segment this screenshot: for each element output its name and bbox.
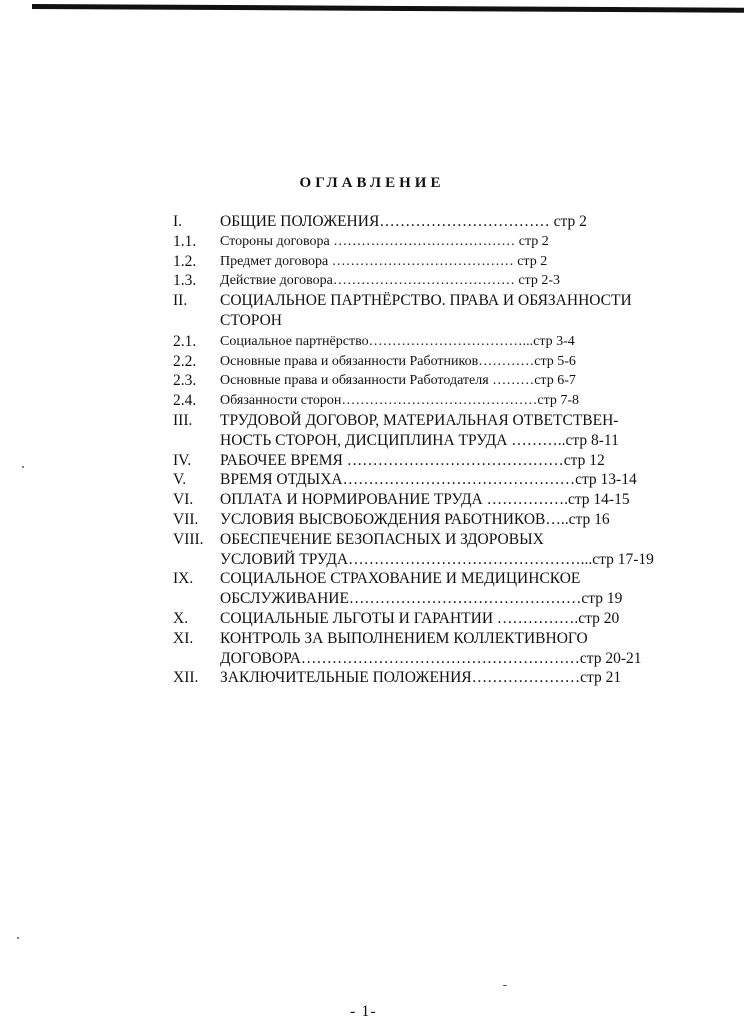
- toc-entry-number: 1.2.: [173, 252, 197, 270]
- toc-entry-text: РАБОЧЕЕ ВРЕМЯ ……………………………………стр 12: [220, 451, 605, 469]
- toc-entry-number: VIII.: [173, 530, 204, 548]
- toc-entry: [173, 629, 683, 649]
- toc-entry-text: Предмет договора ………………………………… стр 2: [220, 253, 548, 269]
- toc-entry-number: X.: [173, 609, 189, 627]
- page-title: ОГЛАВЛЕНИЕ: [299, 175, 445, 191]
- toc-entry-number: III.: [173, 411, 193, 429]
- toc-entry: [173, 510, 683, 530]
- toc-entry: [173, 490, 683, 510]
- toc-entry-text: ВРЕМЯ ОТДЫХА………………………………………стр 13-14: [220, 471, 637, 489]
- toc-entry: [173, 411, 683, 431]
- toc-entry-text: Действие договора………………………………… стр 2-3: [220, 273, 560, 289]
- toc-entry-text: ТРУДОВОЙ ДОГОВОР, МАТЕРИАЛЬНАЯ ОТВЕТСТВЕН-: [220, 411, 619, 429]
- scan-speck: [17, 937, 19, 939]
- toc-entry-text: ОПЛАТА И НОРМИРОВАНИЕ ТРУДА …………….стр 14-15: [220, 491, 630, 509]
- toc-entry: [173, 530, 683, 550]
- top-border-line: [32, 4, 744, 13]
- toc-entry-number: VI.: [173, 491, 194, 509]
- toc-entry-text: Обязанности сторон……………………………………стр 7-8: [220, 393, 580, 409]
- toc-entry-number: 2.4.: [173, 392, 197, 410]
- toc-entry: [173, 332, 683, 352]
- toc-entry-number: 1.1.: [173, 232, 197, 250]
- toc-entry-number: XII.: [173, 669, 199, 687]
- toc-entry: [173, 232, 683, 252]
- toc-entry-number: 1.3.: [173, 272, 197, 290]
- toc-entry: [173, 609, 683, 629]
- toc-entry-continuation: НОСТЬ СТОРОН, ДИСЦИПЛИНА ТРУДА ………..стр 8-11: [220, 431, 619, 449]
- toc-entry: [173, 668, 683, 688]
- toc-entry-number: IX.: [173, 570, 194, 588]
- toc-entry-number: 2.2.: [173, 352, 197, 370]
- toc-entry-text: КОНТРОЛЬ ЗА ВЫПОЛНЕНИЕМ КОЛЛЕКТИВНОГО: [220, 629, 588, 647]
- toc-entry: [173, 569, 683, 589]
- scan-speck: [503, 985, 507, 986]
- toc-entry-number: VII.: [173, 510, 199, 528]
- toc-entry-number: V.: [173, 471, 187, 489]
- toc-entry: [173, 470, 683, 490]
- toc-entry-continuation: УСЛОВИЙ ТРУДА………………………………………...стр 17-19: [220, 550, 654, 568]
- table-of-contents: [173, 212, 683, 688]
- toc-entry-number: I.: [173, 213, 183, 230]
- toc-entry-text: СОЦИАЛЬНЫЕ ЛЬГОТЫ И ГАРАНТИИ …………….стр 20: [220, 609, 620, 627]
- toc-entry-text: Социальное партнёрство……………………………...стр 3-4: [220, 333, 575, 349]
- toc-entry-continuation: СТОРОН: [220, 311, 282, 329]
- toc-entry-text: СОЦИАЛЬНОЕ ПАРТНЁРСТВО. ПРАВА И ОБЯЗАННОСТИ: [220, 292, 632, 310]
- toc-entry-continuation: ДОГОВОРА………………………………………………стр 20-21: [220, 649, 642, 667]
- scan-speck: [22, 466, 24, 468]
- page-number: - 1-: [350, 1003, 377, 1020]
- toc-entry-number: II.: [173, 292, 188, 310]
- toc-entry-text: ЗАКЛЮЧИТЕЛЬНЫЕ ПОЛОЖЕНИЯ…………………стр 21: [220, 669, 622, 687]
- toc-entry: [173, 252, 683, 272]
- toc-entry-text: Основные права и обязанности Работодателя ………стр 6-7: [220, 373, 576, 389]
- toc-entry: [173, 271, 683, 291]
- toc-entry-number: XI.: [173, 629, 194, 647]
- toc-entry-number: 2.1.: [173, 332, 197, 350]
- toc-entry: [173, 371, 683, 391]
- toc-entry-text: Основные права и обязанности Работников…………стр 5-6: [220, 353, 576, 369]
- toc-entry-number: IV.: [173, 451, 192, 469]
- toc-entry-text: УСЛОВИЯ ВЫСВОБОЖДЕНИЯ РАБОТНИКОВ…..стр 16: [220, 510, 610, 528]
- toc-entry: [173, 451, 683, 471]
- toc-entry-text: Стороны договора ………………………………… стр 2: [220, 233, 549, 249]
- toc-entry: [173, 391, 683, 411]
- toc-entry-continuation: ОБСЛУЖИВАНИЕ………………………………………стр 19: [220, 590, 623, 608]
- toc-entry-text: ОБЩИЕ ПОЛОЖЕНИЯ…………………………… стр 2: [220, 213, 587, 230]
- toc-entry-number: 2.3.: [173, 372, 197, 390]
- toc-entry: [173, 352, 683, 372]
- toc-entry-text: ОБЕСПЕЧЕНИЕ БЕЗОПАСНЫХ И ЗДОРОВЫХ: [220, 530, 544, 548]
- toc-entry: [173, 212, 683, 232]
- toc-entry-text: СОЦИАЛЬНОЕ СТРАХОВАНИЕ И МЕДИЦИНСКОЕ: [220, 570, 581, 588]
- toc-entry: [173, 291, 683, 311]
